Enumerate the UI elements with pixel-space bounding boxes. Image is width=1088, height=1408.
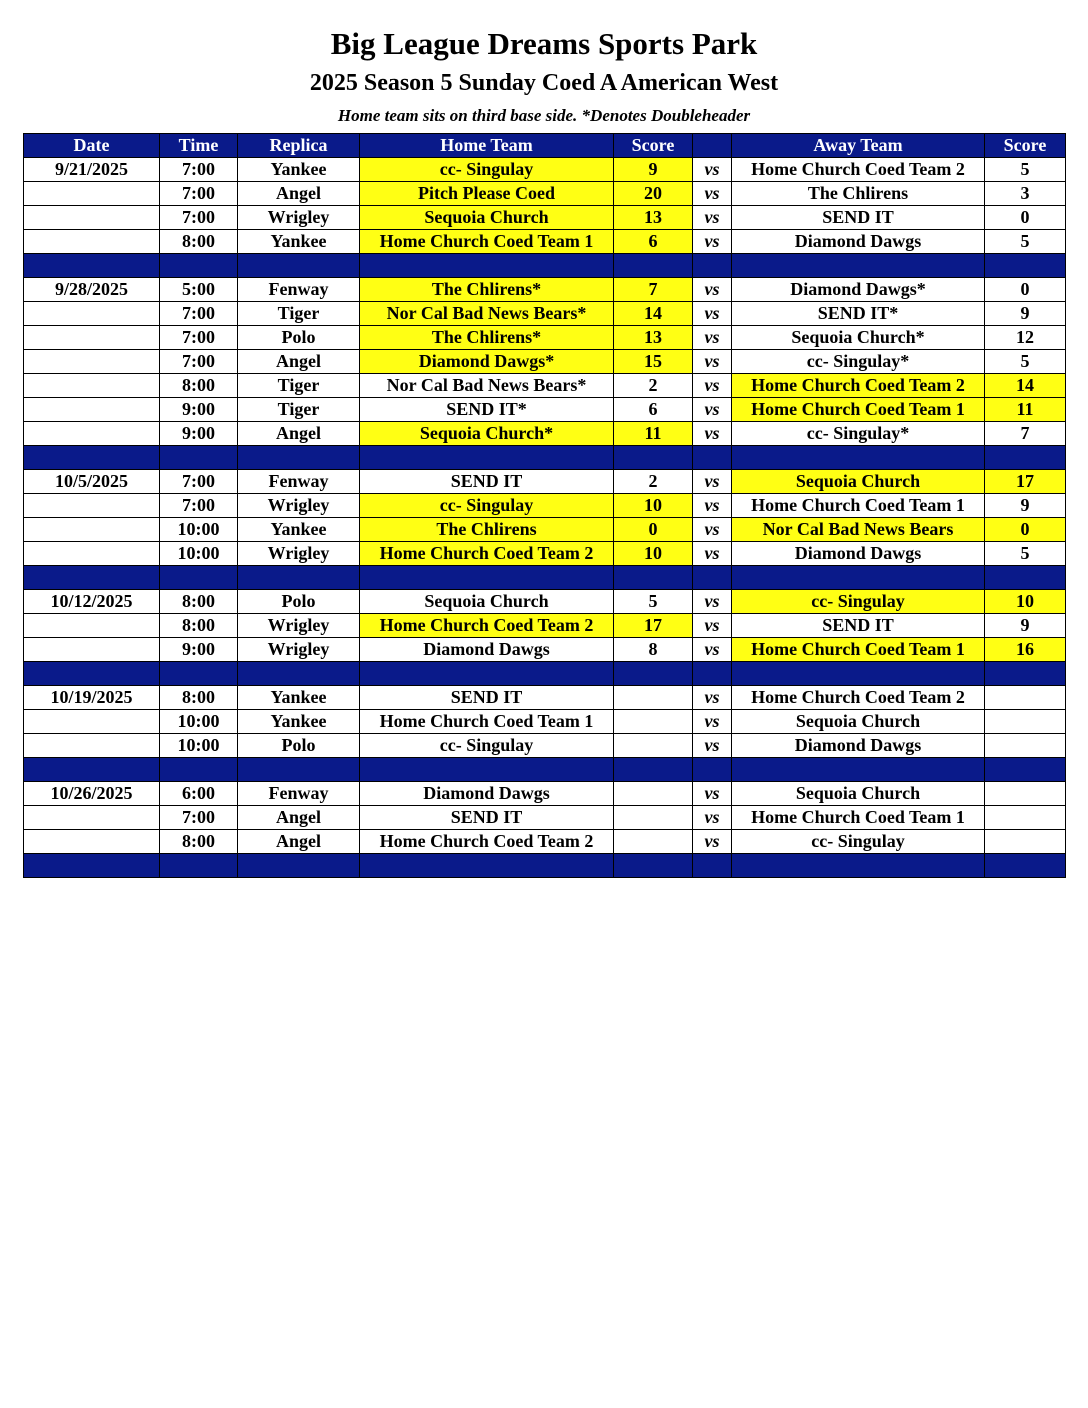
- vs-label: vs: [693, 398, 732, 422]
- vs-label: vs: [693, 302, 732, 326]
- game-time: 5:00: [160, 278, 238, 302]
- separator-cell: [360, 254, 614, 278]
- vs-label: vs: [693, 158, 732, 182]
- home-team: Diamond Dawgs: [360, 782, 614, 806]
- table-row: [24, 518, 1066, 542]
- replica-field: Wrigley: [238, 614, 360, 638]
- game-time: 7:00: [160, 350, 238, 374]
- home-team: The Chlirens*: [360, 278, 614, 302]
- game-time: 8:00: [160, 614, 238, 638]
- home-score: 0: [614, 518, 693, 542]
- away-team: cc- Singulay*: [732, 422, 985, 446]
- separator-cell: [614, 254, 693, 278]
- replica-field: Yankee: [238, 518, 360, 542]
- separator-cell: [160, 854, 238, 878]
- table-row: [24, 350, 1066, 374]
- separator-cell: [360, 758, 614, 782]
- separator-cell: [693, 446, 732, 470]
- table-row: [24, 734, 1066, 758]
- vs-label: vs: [693, 734, 732, 758]
- col-header-away-team: Away Team: [732, 134, 985, 158]
- game-date: [24, 302, 160, 326]
- home-score: 14: [614, 302, 693, 326]
- game-date: 10/12/2025: [24, 590, 160, 614]
- game-time: 10:00: [160, 734, 238, 758]
- home-team: cc- Singulay: [360, 734, 614, 758]
- vs-label: vs: [693, 686, 732, 710]
- table-row: [24, 686, 1066, 710]
- game-date: [24, 614, 160, 638]
- game-date: [24, 206, 160, 230]
- home-score: 10: [614, 494, 693, 518]
- away-score: 17: [985, 470, 1066, 494]
- game-date: [24, 710, 160, 734]
- week-separator-row: [24, 566, 1066, 590]
- game-date: [24, 422, 160, 446]
- away-team: Home Church Coed Team 1: [732, 398, 985, 422]
- home-team: The Chlirens*: [360, 326, 614, 350]
- separator-cell: [24, 854, 160, 878]
- col-header-home-team: Home Team: [360, 134, 614, 158]
- vs-label: vs: [693, 206, 732, 230]
- table-row: [24, 326, 1066, 350]
- separator-cell: [732, 662, 985, 686]
- away-score: 9: [985, 614, 1066, 638]
- home-score: 15: [614, 350, 693, 374]
- game-time: 7:00: [160, 302, 238, 326]
- away-score: 3: [985, 182, 1066, 206]
- home-team: Nor Cal Bad News Bears*: [360, 374, 614, 398]
- vs-label: vs: [693, 230, 732, 254]
- away-team: Sequoia Church: [732, 470, 985, 494]
- game-time: 10:00: [160, 710, 238, 734]
- vs-label: vs: [693, 422, 732, 446]
- away-score: 0: [985, 206, 1066, 230]
- game-date: 10/19/2025: [24, 686, 160, 710]
- table-row: [24, 470, 1066, 494]
- home-score: [614, 782, 693, 806]
- table-row: [24, 230, 1066, 254]
- replica-field: Yankee: [238, 710, 360, 734]
- separator-cell: [24, 758, 160, 782]
- home-score: 2: [614, 470, 693, 494]
- table-row: [24, 158, 1066, 182]
- schedule-body: [24, 158, 1066, 878]
- table-row: [24, 302, 1066, 326]
- table-row: [24, 638, 1066, 662]
- away-team: cc- Singulay*: [732, 350, 985, 374]
- home-team: Diamond Dawgs*: [360, 350, 614, 374]
- vs-label: vs: [693, 182, 732, 206]
- week-separator-row: [24, 758, 1066, 782]
- vs-label: vs: [693, 326, 732, 350]
- away-team: The Chlirens: [732, 182, 985, 206]
- game-time: 9:00: [160, 422, 238, 446]
- away-team: Diamond Dawgs*: [732, 278, 985, 302]
- away-score: [985, 806, 1066, 830]
- table-row: [24, 422, 1066, 446]
- away-team: SEND IT: [732, 614, 985, 638]
- replica-field: Polo: [238, 590, 360, 614]
- game-date: 10/26/2025: [24, 782, 160, 806]
- page-title: Big League Dreams Sports Park: [330, 26, 758, 61]
- table-row: [24, 614, 1066, 638]
- home-team: Nor Cal Bad News Bears*: [360, 302, 614, 326]
- home-score: 10: [614, 542, 693, 566]
- col-header-vs: [693, 134, 732, 158]
- home-score: [614, 686, 693, 710]
- separator-cell: [160, 566, 238, 590]
- replica-field: Wrigley: [238, 638, 360, 662]
- col-header-home-score: Score: [614, 134, 693, 158]
- game-time: 8:00: [160, 590, 238, 614]
- separator-cell: [693, 758, 732, 782]
- separator-cell: [360, 854, 614, 878]
- vs-label: vs: [693, 638, 732, 662]
- game-time: 7:00: [160, 206, 238, 230]
- replica-field: Fenway: [238, 470, 360, 494]
- replica-field: Yankee: [238, 230, 360, 254]
- away-team: Sequoia Church*: [732, 326, 985, 350]
- home-team: SEND IT*: [360, 398, 614, 422]
- away-team: Nor Cal Bad News Bears: [732, 518, 985, 542]
- away-score: 5: [985, 542, 1066, 566]
- home-team: Diamond Dawgs: [360, 638, 614, 662]
- away-score: [985, 830, 1066, 854]
- col-header-replica: Replica: [238, 134, 360, 158]
- game-date: [24, 734, 160, 758]
- week-separator-row: [24, 254, 1066, 278]
- vs-label: vs: [693, 542, 732, 566]
- home-team: Home Church Coed Team 1: [360, 230, 614, 254]
- table-row: [24, 542, 1066, 566]
- col-header-time: Time: [160, 134, 238, 158]
- home-score: [614, 734, 693, 758]
- vs-label: vs: [693, 614, 732, 638]
- separator-cell: [732, 446, 985, 470]
- vs-label: vs: [693, 350, 732, 374]
- game-date: [24, 542, 160, 566]
- replica-field: Tiger: [238, 398, 360, 422]
- home-team: Home Church Coed Team 2: [360, 830, 614, 854]
- replica-field: Polo: [238, 734, 360, 758]
- separator-cell: [360, 662, 614, 686]
- separator-cell: [238, 566, 360, 590]
- home-score: 17: [614, 614, 693, 638]
- schedule-table: [23, 133, 1066, 878]
- separator-cell: [614, 662, 693, 686]
- game-time: 7:00: [160, 494, 238, 518]
- separator-cell: [360, 566, 614, 590]
- game-time: 7:00: [160, 158, 238, 182]
- home-score: 13: [614, 326, 693, 350]
- away-score: 5: [985, 230, 1066, 254]
- separator-cell: [985, 446, 1066, 470]
- game-date: [24, 350, 160, 374]
- separator-cell: [693, 662, 732, 686]
- replica-field: Angel: [238, 182, 360, 206]
- away-score: 11: [985, 398, 1066, 422]
- home-score: 11: [614, 422, 693, 446]
- table-header-row: [24, 134, 1066, 158]
- table-row: [24, 782, 1066, 806]
- home-team: Sequoia Church*: [360, 422, 614, 446]
- home-team: SEND IT: [360, 686, 614, 710]
- separator-cell: [614, 566, 693, 590]
- home-team: cc- Singulay: [360, 494, 614, 518]
- game-time: 8:00: [160, 374, 238, 398]
- home-score: [614, 710, 693, 734]
- home-team: SEND IT: [360, 806, 614, 830]
- game-time: 9:00: [160, 638, 238, 662]
- vs-label: vs: [693, 374, 732, 398]
- replica-field: Fenway: [238, 782, 360, 806]
- league-subtitle: 2025 Season 5 Sunday Coed A American West: [309, 70, 779, 96]
- home-team: Pitch Please Coed: [360, 182, 614, 206]
- replica-field: Wrigley: [238, 542, 360, 566]
- separator-cell: [614, 854, 693, 878]
- vs-label: vs: [693, 590, 732, 614]
- separator-cell: [160, 758, 238, 782]
- home-score: 20: [614, 182, 693, 206]
- away-score: [985, 710, 1066, 734]
- home-team: Home Church Coed Team 1: [360, 710, 614, 734]
- separator-cell: [732, 758, 985, 782]
- away-score: [985, 734, 1066, 758]
- separator-cell: [985, 854, 1066, 878]
- vs-label: vs: [693, 278, 732, 302]
- home-score: 7: [614, 278, 693, 302]
- home-score: 5: [614, 590, 693, 614]
- game-date: [24, 398, 160, 422]
- separator-cell: [985, 254, 1066, 278]
- home-team: Sequoia Church: [360, 590, 614, 614]
- replica-field: Angel: [238, 830, 360, 854]
- table-row: [24, 590, 1066, 614]
- table-row: [24, 806, 1066, 830]
- vs-label: vs: [693, 710, 732, 734]
- game-date: [24, 230, 160, 254]
- away-score: 7: [985, 422, 1066, 446]
- replica-field: Yankee: [238, 158, 360, 182]
- away-team: SEND IT: [732, 206, 985, 230]
- game-date: [24, 494, 160, 518]
- home-score: 13: [614, 206, 693, 230]
- separator-cell: [160, 254, 238, 278]
- game-time: 6:00: [160, 782, 238, 806]
- replica-field: Wrigley: [238, 494, 360, 518]
- vs-label: vs: [693, 830, 732, 854]
- separator-cell: [614, 446, 693, 470]
- separator-cell: [693, 566, 732, 590]
- replica-field: Tiger: [238, 374, 360, 398]
- away-team: Home Church Coed Team 1: [732, 494, 985, 518]
- separator-cell: [985, 758, 1066, 782]
- home-score: [614, 830, 693, 854]
- table-row: [24, 374, 1066, 398]
- replica-field: Yankee: [238, 686, 360, 710]
- away-team: Diamond Dawgs: [732, 230, 985, 254]
- home-score: 9: [614, 158, 693, 182]
- away-score: 5: [985, 158, 1066, 182]
- week-separator-row: [24, 662, 1066, 686]
- separator-cell: [24, 254, 160, 278]
- separator-cell: [238, 758, 360, 782]
- away-score: 9: [985, 494, 1066, 518]
- away-team: Diamond Dawgs: [732, 734, 985, 758]
- game-date: [24, 830, 160, 854]
- col-header-date: Date: [24, 134, 160, 158]
- game-date: 10/5/2025: [24, 470, 160, 494]
- game-time: 10:00: [160, 518, 238, 542]
- away-score: 9: [985, 302, 1066, 326]
- away-team: Diamond Dawgs: [732, 542, 985, 566]
- vs-label: vs: [693, 470, 732, 494]
- away-score: 12: [985, 326, 1066, 350]
- separator-cell: [24, 446, 160, 470]
- home-team: SEND IT: [360, 470, 614, 494]
- home-score: 2: [614, 374, 693, 398]
- game-time: 7:00: [160, 326, 238, 350]
- home-team: The Chlirens: [360, 518, 614, 542]
- away-score: 10: [985, 590, 1066, 614]
- game-date: [24, 638, 160, 662]
- game-date: [24, 806, 160, 830]
- home-score: 6: [614, 398, 693, 422]
- home-score: [614, 806, 693, 830]
- replica-field: Angel: [238, 806, 360, 830]
- col-header-away-score: Score: [985, 134, 1066, 158]
- home-score: 6: [614, 230, 693, 254]
- separator-cell: [24, 566, 160, 590]
- separator-cell: [693, 854, 732, 878]
- game-date: 9/28/2025: [24, 278, 160, 302]
- away-team: Home Church Coed Team 1: [732, 638, 985, 662]
- separator-cell: [238, 446, 360, 470]
- separator-cell: [24, 662, 160, 686]
- game-time: 7:00: [160, 806, 238, 830]
- away-score: 5: [985, 350, 1066, 374]
- replica-field: Wrigley: [238, 206, 360, 230]
- separator-cell: [360, 446, 614, 470]
- replica-field: Angel: [238, 422, 360, 446]
- replica-field: Fenway: [238, 278, 360, 302]
- away-team: Home Church Coed Team 1: [732, 806, 985, 830]
- away-team: cc- Singulay: [732, 830, 985, 854]
- away-team: Home Church Coed Team 2: [732, 158, 985, 182]
- home-team: Sequoia Church: [360, 206, 614, 230]
- game-date: [24, 326, 160, 350]
- home-score: 8: [614, 638, 693, 662]
- game-time: 9:00: [160, 398, 238, 422]
- away-team: Home Church Coed Team 2: [732, 374, 985, 398]
- away-team: SEND IT*: [732, 302, 985, 326]
- away-score: 0: [985, 518, 1066, 542]
- home-team: cc- Singulay: [360, 158, 614, 182]
- away-team: cc- Singulay: [732, 590, 985, 614]
- vs-label: vs: [693, 806, 732, 830]
- separator-cell: [985, 566, 1066, 590]
- separator-cell: [238, 854, 360, 878]
- home-team: Home Church Coed Team 2: [360, 542, 614, 566]
- vs-label: vs: [693, 782, 732, 806]
- away-team: Sequoia Church: [732, 782, 985, 806]
- replica-field: Tiger: [238, 302, 360, 326]
- game-time: 8:00: [160, 686, 238, 710]
- vs-label: vs: [693, 494, 732, 518]
- table-row: [24, 398, 1066, 422]
- away-team: Home Church Coed Team 2: [732, 686, 985, 710]
- game-time: 8:00: [160, 830, 238, 854]
- separator-cell: [238, 254, 360, 278]
- table-row: [24, 830, 1066, 854]
- separator-cell: [732, 566, 985, 590]
- separator-cell: [160, 662, 238, 686]
- game-time: 10:00: [160, 542, 238, 566]
- separator-cell: [732, 854, 985, 878]
- table-row: [24, 206, 1066, 230]
- away-score: 0: [985, 278, 1066, 302]
- away-score: [985, 782, 1066, 806]
- table-row: [24, 494, 1066, 518]
- home-team: Home Church Coed Team 2: [360, 614, 614, 638]
- game-time: 7:00: [160, 470, 238, 494]
- separator-cell: [985, 662, 1066, 686]
- replica-field: Angel: [238, 350, 360, 374]
- schedule-note: Home team sits on third base side. *Denotes Doubleheader: [337, 106, 751, 125]
- week-separator-row: [24, 854, 1066, 878]
- separator-cell: [238, 662, 360, 686]
- replica-field: Polo: [238, 326, 360, 350]
- separator-cell: [160, 446, 238, 470]
- away-score: 14: [985, 374, 1066, 398]
- separator-cell: [693, 254, 732, 278]
- table-row: [24, 278, 1066, 302]
- week-separator-row: [24, 446, 1066, 470]
- game-time: 8:00: [160, 230, 238, 254]
- game-time: 7:00: [160, 182, 238, 206]
- separator-cell: [614, 758, 693, 782]
- away-score: 16: [985, 638, 1066, 662]
- game-date: [24, 182, 160, 206]
- away-score: [985, 686, 1066, 710]
- table-row: [24, 182, 1066, 206]
- away-team: Sequoia Church: [732, 710, 985, 734]
- vs-label: vs: [693, 518, 732, 542]
- game-date: [24, 518, 160, 542]
- table-row: [24, 710, 1066, 734]
- game-date: [24, 374, 160, 398]
- separator-cell: [732, 254, 985, 278]
- game-date: 9/21/2025: [24, 158, 160, 182]
